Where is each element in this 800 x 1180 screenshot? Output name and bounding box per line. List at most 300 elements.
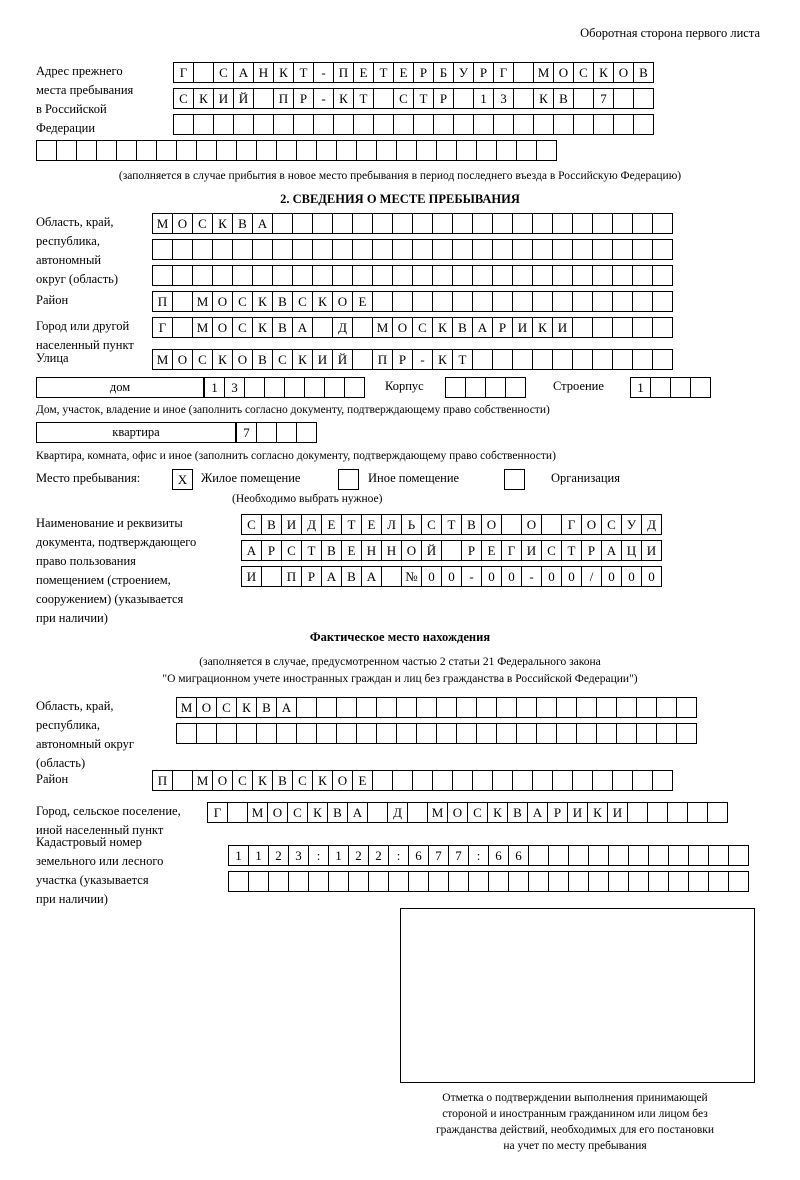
prev-address-r3-cell-18[interactable]: [513, 114, 534, 135]
actual-region-r1-cell-2[interactable]: О: [196, 697, 217, 718]
cadastral-r2-cell-16[interactable]: [528, 871, 549, 892]
prev-address-r3-cell-24[interactable]: [633, 114, 654, 135]
section2-region-r3-cell-21[interactable]: [552, 265, 573, 286]
section2-region-r1-cell-2[interactable]: О: [172, 213, 193, 234]
cadastral-r1-cell-1[interactable]: 1: [228, 845, 249, 866]
section2-street-cell-7[interactable]: С: [272, 349, 293, 370]
doc-r3-cell-10[interactable]: 0: [421, 566, 442, 587]
section2-region-r1-cell-3[interactable]: С: [192, 213, 213, 234]
cadastral-r1-cell-14[interactable]: 6: [488, 845, 509, 866]
section2-district-cell-24[interactable]: [612, 291, 633, 312]
section2-region-r1-cell-6[interactable]: А: [252, 213, 273, 234]
actual-district-cell-6[interactable]: К: [252, 770, 273, 791]
actual-city-cell-24[interactable]: [667, 802, 688, 823]
actual-district-cell-25[interactable]: [632, 770, 653, 791]
doc-r3-cell-1[interactable]: И: [241, 566, 262, 587]
prev-address-r1-cell-7[interactable]: Т: [293, 62, 314, 83]
prev-address-r3-cell-19[interactable]: [533, 114, 554, 135]
cadastral-r1-cell-2[interactable]: 1: [248, 845, 269, 866]
prev-address-r3-cell-9[interactable]: [333, 114, 354, 135]
section2-region-r3-cell-10[interactable]: [332, 265, 353, 286]
section2-city-cell-14[interactable]: С: [412, 317, 433, 338]
cadastral-r1-cell-11[interactable]: 7: [428, 845, 449, 866]
cadastral-r1-cell-23[interactable]: [668, 845, 689, 866]
section2-region-r3-cell-11[interactable]: [352, 265, 373, 286]
prev-address-r3-cell-21[interactable]: [573, 114, 594, 135]
prev-address-r4-cell-21[interactable]: [436, 140, 457, 161]
actual-district-cell-3[interactable]: М: [192, 770, 213, 791]
prev-address-r2-cell-17[interactable]: 3: [493, 88, 514, 109]
doc-r2-cell-5[interactable]: В: [321, 540, 342, 561]
prev-address-r3-cell-23[interactable]: [613, 114, 634, 135]
section2-region-r1-cell-7[interactable]: [272, 213, 293, 234]
flat-cell-3[interactable]: [276, 422, 297, 443]
section2-district-cell-1[interactable]: П: [152, 291, 173, 312]
korpus-cell-4[interactable]: [505, 377, 526, 398]
actual-region-r2-cell-24[interactable]: [636, 723, 657, 744]
prev-address-r2-cell-9[interactable]: К: [333, 88, 354, 109]
actual-city-cell-1[interactable]: Г: [207, 802, 228, 823]
section2-region-r2-cell-15[interactable]: [432, 239, 453, 260]
section2-region-r3-cell-1[interactable]: [152, 265, 173, 286]
section2-region-r1-cell-16[interactable]: [452, 213, 473, 234]
doc-r1-cell-6[interactable]: Т: [341, 514, 362, 535]
section2-region-r3-cell-8[interactable]: [292, 265, 313, 286]
section2-region-r2-cell-21[interactable]: [552, 239, 573, 260]
section2-city-cell-23[interactable]: [592, 317, 613, 338]
stroenie-cell-1[interactable]: 1: [630, 377, 651, 398]
prev-address-r4-cell-16[interactable]: [336, 140, 357, 161]
prev-address-r3-cell-1[interactable]: [173, 114, 194, 135]
prev-address-r1-cell-24[interactable]: В: [633, 62, 654, 83]
cadastral-r1-cell-17[interactable]: [548, 845, 569, 866]
section2-region-r3-cell-22[interactable]: [572, 265, 593, 286]
section2-street-cell-6[interactable]: В: [252, 349, 273, 370]
section2-district-cell-13[interactable]: [392, 291, 413, 312]
section2-street-cell-16[interactable]: Т: [452, 349, 473, 370]
doc-r1-cell-8[interactable]: Л: [381, 514, 402, 535]
korpus-cell-1[interactable]: [445, 377, 466, 398]
doc-r2-cell-3[interactable]: С: [281, 540, 302, 561]
doc-r2-cell-13[interactable]: Е: [481, 540, 502, 561]
section2-city-cell-18[interactable]: Р: [492, 317, 513, 338]
cadastral-row-2[interactable]: [228, 871, 748, 892]
prev-address-r2-cell-23[interactable]: [613, 88, 634, 109]
cadastral-r2-cell-26[interactable]: [728, 871, 749, 892]
cadastral-r1-cell-16[interactable]: [528, 845, 549, 866]
section2-region-r1-cell-17[interactable]: [472, 213, 493, 234]
doc-r3-cell-9[interactable]: №: [401, 566, 422, 587]
actual-city-row[interactable]: [207, 802, 727, 823]
section2-region-r2-cell-17[interactable]: [472, 239, 493, 260]
actual-city-cell-16[interactable]: В: [507, 802, 528, 823]
doc-r1-cell-17[interactable]: Г: [561, 514, 582, 535]
section2-street-cell-9[interactable]: И: [312, 349, 333, 370]
cadastral-r2-cell-20[interactable]: [608, 871, 629, 892]
cadastral-r1-cell-6[interactable]: 1: [328, 845, 349, 866]
cadastral-r1-cell-25[interactable]: [708, 845, 729, 866]
actual-city-cell-15[interactable]: К: [487, 802, 508, 823]
actual-district-cell-2[interactable]: [172, 770, 193, 791]
actual-region-r1-cell-14[interactable]: [436, 697, 457, 718]
section2-region-r2-cell-1[interactable]: [152, 239, 173, 260]
section2-region-r3-cell-20[interactable]: [532, 265, 553, 286]
section2-region-r1-cell-24[interactable]: [612, 213, 633, 234]
section2-region-r3-cell-3[interactable]: [192, 265, 213, 286]
prev-address-r2-cell-18[interactable]: [513, 88, 534, 109]
prev-address-r2-cell-1[interactable]: С: [173, 88, 194, 109]
section2-street-cell-23[interactable]: [592, 349, 613, 370]
section2-city-cell-6[interactable]: К: [252, 317, 273, 338]
cadastral-r2-cell-5[interactable]: [308, 871, 329, 892]
actual-region-r2-cell-21[interactable]: [576, 723, 597, 744]
prev-address-r1-cell-9[interactable]: П: [333, 62, 354, 83]
section2-district-cell-16[interactable]: [452, 291, 473, 312]
doc-r2-cell-14[interactable]: Г: [501, 540, 522, 561]
prev-address-r2-cell-19[interactable]: К: [533, 88, 554, 109]
checkbox-organization[interactable]: [504, 469, 525, 490]
doc-r3-cell-16[interactable]: 0: [541, 566, 562, 587]
actual-region-r2-cell-20[interactable]: [556, 723, 577, 744]
doc-row-2[interactable]: [241, 540, 661, 561]
section2-region-r3-cell-23[interactable]: [592, 265, 613, 286]
section2-region-r1-cell-15[interactable]: [432, 213, 453, 234]
doc-r2-cell-10[interactable]: Й: [421, 540, 442, 561]
section2-region-r3-cell-25[interactable]: [632, 265, 653, 286]
prev-address-r4-cell-20[interactable]: [416, 140, 437, 161]
prev-address-r3-cell-11[interactable]: [373, 114, 394, 135]
prev-address-r2-cell-24[interactable]: [633, 88, 654, 109]
actual-region-r1-cell-22[interactable]: [596, 697, 617, 718]
prev-address-r4-cell-3[interactable]: [76, 140, 97, 161]
cadastral-r1-cell-7[interactable]: 2: [348, 845, 369, 866]
cadastral-row-1[interactable]: [228, 845, 748, 866]
section2-region-r1-cell-20[interactable]: [532, 213, 553, 234]
prev-address-r3-cell-2[interactable]: [193, 114, 214, 135]
section2-street-cell-10[interactable]: Й: [332, 349, 353, 370]
actual-region-r1-cell-24[interactable]: [636, 697, 657, 718]
cadastral-r1-cell-4[interactable]: 3: [288, 845, 309, 866]
actual-region-r1-cell-3[interactable]: С: [216, 697, 237, 718]
prev-address-r4-cell-24[interactable]: [496, 140, 517, 161]
actual-city-cell-9[interactable]: [367, 802, 388, 823]
cadastral-r1-cell-22[interactable]: [648, 845, 669, 866]
stamp-box[interactable]: [400, 908, 755, 1083]
actual-region-r1-cell-15[interactable]: [456, 697, 477, 718]
actual-district-cell-12[interactable]: [372, 770, 393, 791]
doc-r2-cell-9[interactable]: О: [401, 540, 422, 561]
section2-region-r1-cell-22[interactable]: [572, 213, 593, 234]
prev-address-r3-cell-17[interactable]: [493, 114, 514, 135]
cadastral-r2-cell-13[interactable]: [468, 871, 489, 892]
section2-region-r3-cell-13[interactable]: [392, 265, 413, 286]
doc-r1-cell-14[interactable]: [501, 514, 522, 535]
doc-r1-cell-2[interactable]: В: [261, 514, 282, 535]
prev-address-r2-cell-3[interactable]: И: [213, 88, 234, 109]
section2-district-cell-4[interactable]: О: [212, 291, 233, 312]
section2-region-r1-cell-25[interactable]: [632, 213, 653, 234]
section2-region-r2-cell-25[interactable]: [632, 239, 653, 260]
cadastral-r2-cell-23[interactable]: [668, 871, 689, 892]
section2-district-cell-20[interactable]: [532, 291, 553, 312]
actual-city-cell-8[interactable]: А: [347, 802, 368, 823]
section2-street-cell-21[interactable]: [552, 349, 573, 370]
section2-district-cell-2[interactable]: [172, 291, 193, 312]
doc-r2-cell-7[interactable]: Н: [361, 540, 382, 561]
cadastral-r2-cell-15[interactable]: [508, 871, 529, 892]
section2-district-cell-12[interactable]: [372, 291, 393, 312]
section2-region-r1-cell-13[interactable]: [392, 213, 413, 234]
actual-district-cell-4[interactable]: О: [212, 770, 233, 791]
doc-r1-cell-19[interactable]: С: [601, 514, 622, 535]
section2-street-cell-17[interactable]: [472, 349, 493, 370]
korpus-cells[interactable]: [445, 377, 525, 398]
prev-address-r4-cell-14[interactable]: [296, 140, 317, 161]
actual-city-cell-25[interactable]: [687, 802, 708, 823]
actual-city-cell-13[interactable]: О: [447, 802, 468, 823]
prev-address-r4-cell-25[interactable]: [516, 140, 537, 161]
section2-region-r1-cell-5[interactable]: В: [232, 213, 253, 234]
actual-region-r1-cell-4[interactable]: К: [236, 697, 257, 718]
doc-r2-cell-1[interactable]: А: [241, 540, 262, 561]
actual-district-cell-13[interactable]: [392, 770, 413, 791]
actual-region-r1-cell-13[interactable]: [416, 697, 437, 718]
section2-street-cell-4[interactable]: К: [212, 349, 233, 370]
prev-address-r3-cell-7[interactable]: [293, 114, 314, 135]
doc-row-3[interactable]: [241, 566, 661, 587]
prev-address-r2-cell-13[interactable]: Т: [413, 88, 434, 109]
section2-region-r2-cell-14[interactable]: [412, 239, 433, 260]
actual-city-cell-21[interactable]: И: [607, 802, 628, 823]
section2-street-cell-13[interactable]: Р: [392, 349, 413, 370]
prev-address-row-1[interactable]: [173, 62, 653, 83]
actual-district-cell-21[interactable]: [552, 770, 573, 791]
prev-address-r2-cell-20[interactable]: В: [553, 88, 574, 109]
section2-district-cell-10[interactable]: О: [332, 291, 353, 312]
doc-r3-cell-11[interactable]: 0: [441, 566, 462, 587]
actual-region-r1-cell-10[interactable]: [356, 697, 377, 718]
cadastral-r1-cell-13[interactable]: :: [468, 845, 489, 866]
prev-address-r1-cell-16[interactable]: Р: [473, 62, 494, 83]
section2-region-r2-cell-24[interactable]: [612, 239, 633, 260]
doc-r1-cell-9[interactable]: Ь: [401, 514, 422, 535]
section2-region-row-3[interactable]: [152, 265, 672, 286]
section2-region-r1-cell-9[interactable]: [312, 213, 333, 234]
doc-r1-cell-10[interactable]: С: [421, 514, 442, 535]
cadastral-r2-cell-10[interactable]: [408, 871, 429, 892]
actual-region-r1-cell-16[interactable]: [476, 697, 497, 718]
actual-region-r1-cell-26[interactable]: [676, 697, 697, 718]
prev-address-r3-cell-20[interactable]: [553, 114, 574, 135]
actual-district-cell-8[interactable]: С: [292, 770, 313, 791]
section2-region-r1-cell-8[interactable]: [292, 213, 313, 234]
section2-city-cell-16[interactable]: В: [452, 317, 473, 338]
actual-region-r1-cell-8[interactable]: [316, 697, 337, 718]
section2-region-r1-cell-4[interactable]: К: [212, 213, 233, 234]
actual-city-cell-12[interactable]: М: [427, 802, 448, 823]
section2-street-cell-1[interactable]: М: [152, 349, 173, 370]
actual-city-cell-11[interactable]: [407, 802, 428, 823]
house-cell-2[interactable]: 3: [224, 377, 245, 398]
section2-region-r2-cell-3[interactable]: [192, 239, 213, 260]
house-cell-6[interactable]: [304, 377, 325, 398]
actual-region-r2-cell-16[interactable]: [476, 723, 497, 744]
doc-r3-cell-2[interactable]: [261, 566, 282, 587]
checkbox-residential[interactable]: X: [172, 469, 193, 490]
section2-city-cell-13[interactable]: О: [392, 317, 413, 338]
actual-region-r1-cell-12[interactable]: [396, 697, 417, 718]
cadastral-r2-cell-22[interactable]: [648, 871, 669, 892]
doc-r2-cell-8[interactable]: Н: [381, 540, 402, 561]
section2-district-cell-6[interactable]: К: [252, 291, 273, 312]
prev-address-r4-cell-18[interactable]: [376, 140, 397, 161]
section2-region-r2-cell-12[interactable]: [372, 239, 393, 260]
section2-region-r1-cell-10[interactable]: [332, 213, 353, 234]
section2-region-r2-cell-5[interactable]: [232, 239, 253, 260]
doc-r2-cell-16[interactable]: С: [541, 540, 562, 561]
section2-city-cell-15[interactable]: К: [432, 317, 453, 338]
actual-city-cell-5[interactable]: С: [287, 802, 308, 823]
cadastral-r1-cell-3[interactable]: 2: [268, 845, 289, 866]
prev-address-r4-cell-5[interactable]: [116, 140, 137, 161]
section2-district-cell-17[interactable]: [472, 291, 493, 312]
section2-district-cell-7[interactable]: В: [272, 291, 293, 312]
actual-district-cell-20[interactable]: [532, 770, 553, 791]
prev-address-r4-cell-15[interactable]: [316, 140, 337, 161]
actual-region-r2-cell-9[interactable]: [336, 723, 357, 744]
actual-district-cell-26[interactable]: [652, 770, 673, 791]
actual-city-cell-19[interactable]: И: [567, 802, 588, 823]
section2-region-r2-cell-8[interactable]: [292, 239, 313, 260]
prev-address-r4-cell-13[interactable]: [276, 140, 297, 161]
prev-address-r3-cell-8[interactable]: [313, 114, 334, 135]
actual-district-cell-24[interactable]: [612, 770, 633, 791]
section2-street-cell-22[interactable]: [572, 349, 593, 370]
cadastral-r2-cell-25[interactable]: [708, 871, 729, 892]
house-cell-4[interactable]: [264, 377, 285, 398]
doc-r2-cell-12[interactable]: Р: [461, 540, 482, 561]
korpus-cell-2[interactable]: [465, 377, 486, 398]
prev-address-r1-cell-12[interactable]: Е: [393, 62, 414, 83]
cadastral-r1-cell-24[interactable]: [688, 845, 709, 866]
section2-city-cell-10[interactable]: Д: [332, 317, 353, 338]
section2-city-cell-20[interactable]: К: [532, 317, 553, 338]
prev-address-r3-cell-22[interactable]: [593, 114, 614, 135]
actual-district-cell-16[interactable]: [452, 770, 473, 791]
cadastral-r2-cell-12[interactable]: [448, 871, 469, 892]
section2-city-cell-5[interactable]: С: [232, 317, 253, 338]
doc-r1-cell-4[interactable]: Д: [301, 514, 322, 535]
section2-region-r2-cell-23[interactable]: [592, 239, 613, 260]
actual-city-cell-17[interactable]: А: [527, 802, 548, 823]
doc-r2-cell-2[interactable]: Р: [261, 540, 282, 561]
actual-city-cell-26[interactable]: [707, 802, 728, 823]
actual-region-r1-cell-7[interactable]: [296, 697, 317, 718]
prev-address-r2-cell-6[interactable]: П: [273, 88, 294, 109]
actual-district-cell-19[interactable]: [512, 770, 533, 791]
section2-region-r2-cell-7[interactable]: [272, 239, 293, 260]
prev-address-r4-cell-1[interactable]: [36, 140, 57, 161]
section2-region-row-2[interactable]: [152, 239, 672, 260]
section2-district-cell-23[interactable]: [592, 291, 613, 312]
section2-district-cell-14[interactable]: [412, 291, 433, 312]
prev-address-r4-cell-4[interactable]: [96, 140, 117, 161]
actual-region-r2-cell-1[interactable]: [176, 723, 197, 744]
prev-address-r2-cell-2[interactable]: К: [193, 88, 214, 109]
section2-region-r1-cell-14[interactable]: [412, 213, 433, 234]
section2-region-r3-cell-15[interactable]: [432, 265, 453, 286]
prev-address-r4-cell-19[interactable]: [396, 140, 417, 161]
cadastral-r1-cell-26[interactable]: [728, 845, 749, 866]
actual-region-r2-cell-8[interactable]: [316, 723, 337, 744]
doc-r2-cell-6[interactable]: Е: [341, 540, 362, 561]
section2-region-r2-cell-9[interactable]: [312, 239, 333, 260]
actual-city-cell-2[interactable]: [227, 802, 248, 823]
section2-region-r2-cell-20[interactable]: [532, 239, 553, 260]
doc-r3-cell-3[interactable]: П: [281, 566, 302, 587]
section2-district-cell-25[interactable]: [632, 291, 653, 312]
prev-address-r1-cell-2[interactable]: [193, 62, 214, 83]
doc-r3-cell-20[interactable]: 0: [621, 566, 642, 587]
prev-address-r2-cell-11[interactable]: [373, 88, 394, 109]
cadastral-r2-cell-6[interactable]: [328, 871, 349, 892]
doc-r1-cell-12[interactable]: В: [461, 514, 482, 535]
section2-district-row[interactable]: [152, 291, 672, 312]
prev-address-r1-cell-21[interactable]: С: [573, 62, 594, 83]
actual-region-r1-cell-20[interactable]: [556, 697, 577, 718]
doc-r1-cell-15[interactable]: О: [521, 514, 542, 535]
prev-address-r2-cell-21[interactable]: [573, 88, 594, 109]
actual-region-r2-cell-26[interactable]: [676, 723, 697, 744]
actual-region-r1-cell-6[interactable]: А: [276, 697, 297, 718]
actual-district-cell-1[interactable]: П: [152, 770, 173, 791]
section2-region-r3-cell-18[interactable]: [492, 265, 513, 286]
prev-address-r2-cell-7[interactable]: Р: [293, 88, 314, 109]
house-cell-8[interactable]: [344, 377, 365, 398]
actual-region-r2-cell-2[interactable]: [196, 723, 217, 744]
prev-address-row-4[interactable]: [36, 140, 556, 161]
prev-address-r4-cell-9[interactable]: [196, 140, 217, 161]
section2-region-r2-cell-13[interactable]: [392, 239, 413, 260]
section2-district-cell-18[interactable]: [492, 291, 513, 312]
prev-address-r4-cell-2[interactable]: [56, 140, 77, 161]
section2-region-r3-cell-19[interactable]: [512, 265, 533, 286]
section2-street-cell-15[interactable]: К: [432, 349, 453, 370]
actual-district-cell-11[interactable]: Е: [352, 770, 373, 791]
section2-district-cell-9[interactable]: К: [312, 291, 333, 312]
prev-address-r2-cell-4[interactable]: Й: [233, 88, 254, 109]
section2-region-r3-cell-26[interactable]: [652, 265, 673, 286]
section2-district-cell-5[interactable]: С: [232, 291, 253, 312]
actual-region-r2-cell-17[interactable]: [496, 723, 517, 744]
section2-city-cell-7[interactable]: В: [272, 317, 293, 338]
actual-city-cell-10[interactable]: Д: [387, 802, 408, 823]
actual-region-row-2[interactable]: [176, 723, 696, 744]
section2-region-r2-cell-22[interactable]: [572, 239, 593, 260]
prev-address-r4-cell-23[interactable]: [476, 140, 497, 161]
cadastral-r2-cell-19[interactable]: [588, 871, 609, 892]
doc-r3-cell-12[interactable]: -: [461, 566, 482, 587]
section2-region-r3-cell-7[interactable]: [272, 265, 293, 286]
actual-region-r2-cell-6[interactable]: [276, 723, 297, 744]
house-cell-3[interactable]: [244, 377, 265, 398]
actual-region-r1-cell-1[interactable]: М: [176, 697, 197, 718]
doc-r3-cell-5[interactable]: А: [321, 566, 342, 587]
doc-r1-cell-18[interactable]: О: [581, 514, 602, 535]
cadastral-r1-cell-9[interactable]: :: [388, 845, 409, 866]
section2-city-cell-25[interactable]: [632, 317, 653, 338]
section2-city-cell-19[interactable]: И: [512, 317, 533, 338]
